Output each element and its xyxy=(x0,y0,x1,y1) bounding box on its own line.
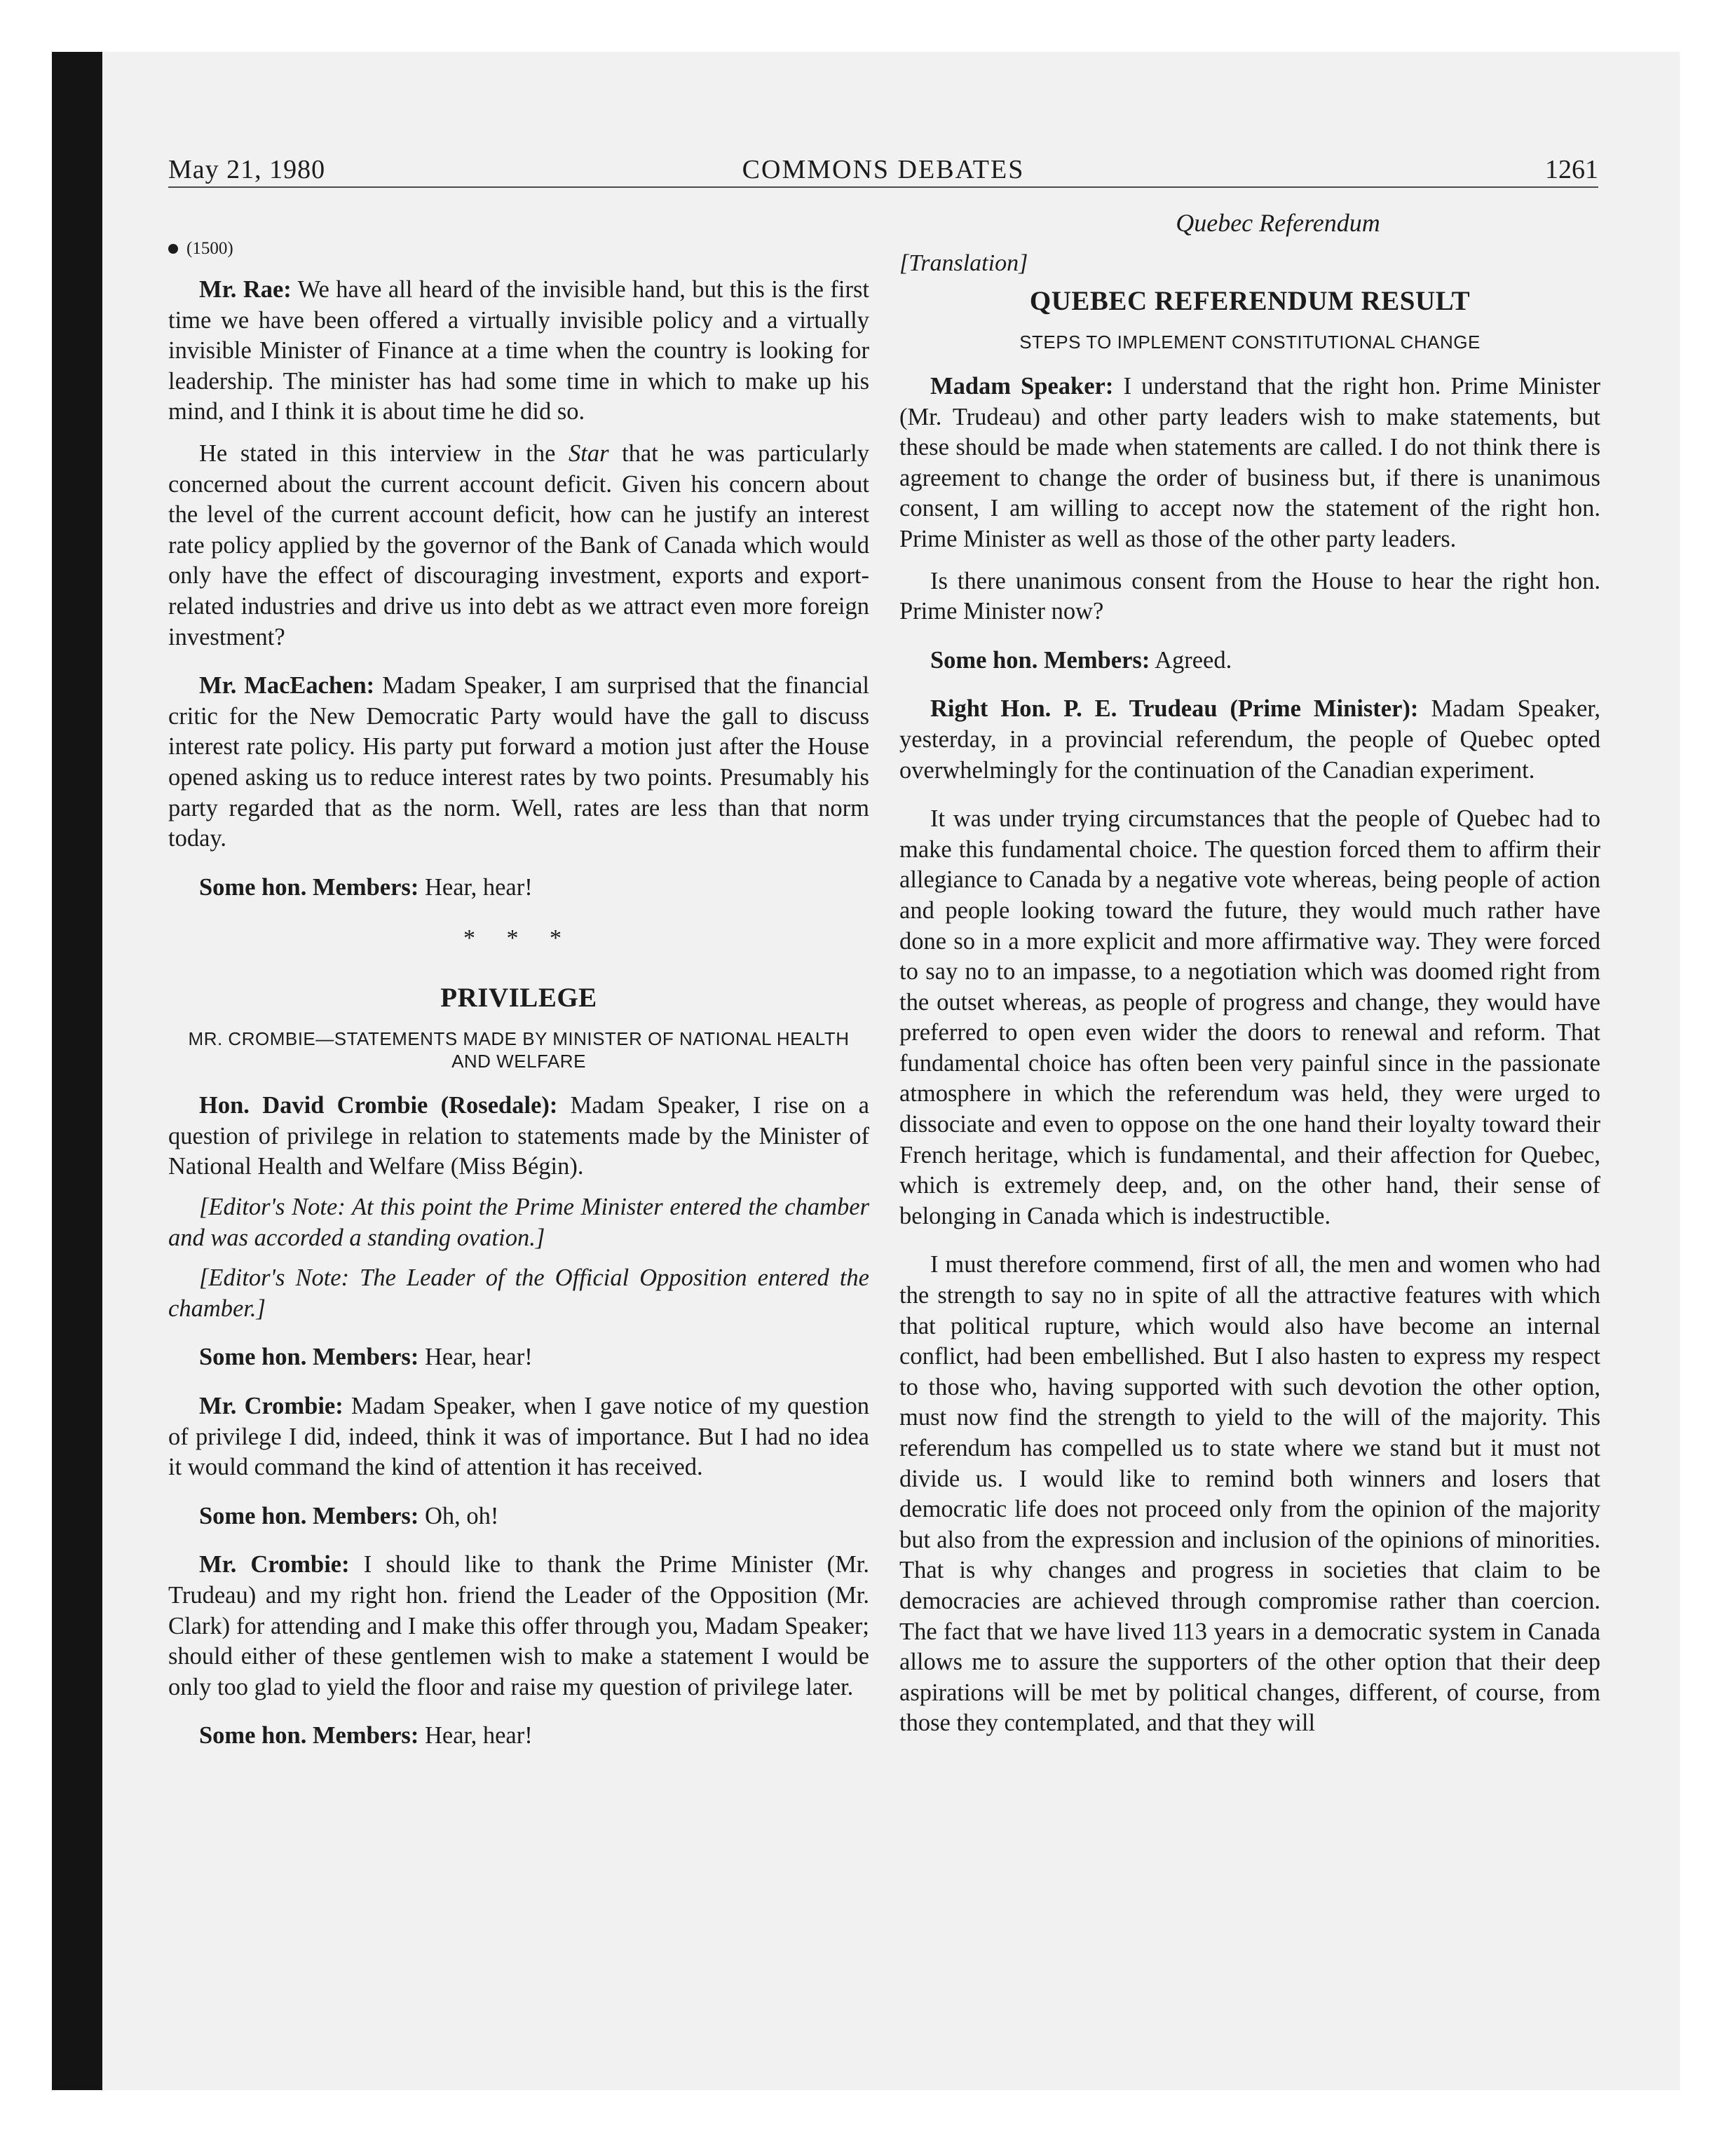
speaker-crombie-1: Hon. David Crombie (Rosedale): xyxy=(199,1092,558,1119)
members-agreed-text: Agreed. xyxy=(1155,646,1232,674)
paragraph-members-agreed xyxy=(899,646,1600,676)
translation-marker: [Translation] xyxy=(899,250,1028,276)
speaker-members-4: Some hon. Members: xyxy=(199,1722,419,1749)
crombie-3-text: I should like to thank the Prime Minister (Mr. Trudeau) and my right hon. friend the Leader of the Opposition (Mr. Clark) for attending and I make this offer through you, Madam Speaker; should either of these gentlemen wish to make a statement I would be only too glad to yield the floor and raise my question of privilege later. xyxy=(168,1551,869,1700)
paragraph-trudeau-2: It was under trying circumstances that the people of Quebec had to make this fundamental choice. The question forced them to affirm their allegiance to Canada by a negative vote whereas, being people of action and people looking toward the future, they would much rather have done so in a more explicit and more affirmative way. They were forced to say no to an impasse, to a negotiation which was doomed right from the outset whereas, as people of progress and change, they would have preferred to open even wider the doors to renewal and reform. That fundamental choice has often been very painful since in the passionate atmosphere in which the referendum was held, they were urged to dissociate and even to oppose on the one hand their loyalty toward their French heritage, which is fundamental, and their affection for Quebec, which is extremely deep, and, on the other hand, their sense of belonging in Canada which is indestructible. xyxy=(899,805,1600,1229)
header-publication: COMMONS DEBATES xyxy=(742,155,1025,184)
speaker-maceachen: Mr. MacEachen: xyxy=(199,672,375,700)
maceachen-text: Madam Speaker, I am surprised that the financial critic for the New Democratic Party would have the gall to discuss interest rate policy. His party put forward a motion just after the House opened asking us to reduce interest rates by two points. Presumably his party regarded that as the norm. Well, rates are less than that norm today. xyxy=(168,672,869,852)
members-3-text: Oh, oh! xyxy=(424,1502,499,1529)
header-rule xyxy=(168,186,1598,188)
speaker-trudeau: Right Hon. P. E. Trudeau (Prime Minister): xyxy=(930,695,1419,723)
left-column xyxy=(168,238,869,1752)
speaker-members-3: Some hon. Members: xyxy=(199,1502,419,1529)
speaker-crombie-2: Mr. Crombie: xyxy=(199,1393,343,1420)
paragraph-trudeau-3: I must therefore commend, first of all, the men and women who had the strength to say no in spite of all the attractive features with which that political rupture, which would also have become an internal conflict, had been embellished. But I also hasten to express my respect to those who, having supported with such devotion the other option, must now find the strength to yield to the will of the majority. This referendum has compelled us to state where we stand but it must not divide us. I would like to remind both winners and losers that democratic life does not proceed only from the opinion of the majority but also from the expression and inclusion of the opinions of minorities. That is why changes and progress in societies that claim to be democracies are achieved through compromise rather than coercion. The fact that we have lived 113 years in a democratic system in Canada allows me to assure the supporters of the other option that their deep aspirations will be met by political changes, different, of course, from those they contemplated, and that they will xyxy=(899,1251,1600,1737)
speaker-members-1: Some hon. Members: xyxy=(199,873,419,901)
heading-quebec-referendum: QUEBEC REFERENDUM RESULT xyxy=(1029,286,1471,316)
section-separator: * * * xyxy=(463,925,574,952)
madam-speaker-text: I understand that the right hon. Prime Minister (Mr. Trudeau) and other party leaders wish to make statements, but these should be made when statements are called. I do not think there is agreement to change the order of business but, if there is unanimous consent, I am willing to accept now the statement of the right hon. Prime Minister as well as those of the other party leaders. xyxy=(899,373,1600,552)
star-newspaper: Star xyxy=(569,439,609,467)
speaker-madam-speaker: Madam Speaker: xyxy=(930,373,1114,400)
running-head: Quebec Referendum xyxy=(1176,209,1380,237)
subheading-constitutional-change: STEPS TO IMPLEMENT CONSTITUTIONAL CHANGE xyxy=(1019,332,1481,353)
rae-text2-a: He stated in this interview in the xyxy=(199,439,556,467)
right-column xyxy=(899,207,1600,1739)
crombie-1-text: Madam Speaker, I rise on a question of privilege in relation to statements made by the Minister of National Health and Welfare (Miss Bégin). xyxy=(168,1092,869,1180)
page-header xyxy=(168,153,1598,189)
paragraph-crombie-3 xyxy=(168,1550,869,1703)
header-date: May 21, 1980 xyxy=(168,155,326,184)
crombie-2-text: Madam Speaker, when I gave notice of my question of privilege I did, indeed, think it was of importance. But I had no idea it would command the kind of attention it has received. xyxy=(168,1393,870,1481)
bullet-icon xyxy=(168,244,178,254)
paragraph-trudeau-1 xyxy=(899,694,1600,786)
editors-note-2-text: [Editor's Note: The Leader of the Official Opposition entered the chamber.] xyxy=(168,1264,869,1322)
binding-edge xyxy=(52,52,102,2090)
header-page-number: 1261 xyxy=(1545,155,1598,184)
paragraph-members-3 xyxy=(168,1501,869,1532)
timestamp xyxy=(168,238,869,259)
paragraph-crombie-2 xyxy=(168,1391,869,1483)
speaker-members-agreed: Some hon. Members: xyxy=(930,646,1150,674)
subheading-crombie: MR. CROMBIE—STATEMENTS MADE BY MINISTER OF NATIONAL HEALTH AND WELFARE xyxy=(188,1028,850,1072)
paragraph-consent-question: Is there unanimous consent from the House to hear the right hon. Prime Minister now? xyxy=(899,567,1600,625)
paragraph-maceachen xyxy=(168,671,869,854)
paragraph-members-4 xyxy=(168,1721,869,1752)
paragraph-crombie-1 xyxy=(168,1091,869,1182)
rae-text2-b: that he was particularly concerned about the current account deficit. Given his concern about the level of the current account deficit, how can he justify an interest rate policy applied by the governor of the Bank of Canada which would only have the effect of discouraging investment, exports and export-related industries and drive us into debt as we attract even more foreign investment? xyxy=(168,439,869,650)
members-4-text: Hear, hear! xyxy=(424,1722,533,1749)
editors-note-2 xyxy=(168,1263,869,1324)
speaker-rae: Mr. Rae: xyxy=(199,276,292,303)
editors-note-1-text: [Editor's Note: At this point the Prime Minister entered the chamber and was accorded a standing ovation.] xyxy=(168,1194,869,1251)
speaker-crombie-3: Mr. Crombie: xyxy=(199,1551,350,1578)
paragraph-rae xyxy=(168,275,869,428)
rae-text: We have all heard of the invisible hand, but this is the first time we have been offered a virtually invisible policy and a virtually invisible Minister of Finance at a time when the country is looking for leadership. The minister has had some time in which to make up his mind, and I think it is about time he did so. xyxy=(168,276,869,425)
members-2-text: Hear, hear! xyxy=(424,1344,533,1371)
members-1-text: Hear, hear! xyxy=(424,873,533,901)
trudeau-text-1: Madam Speaker, yesterday, in a provincial referendum, the people of Quebec opted overwhelmingly for the continuation of the Canadian experiment. xyxy=(899,695,1600,784)
paragraph-members-1 xyxy=(168,873,869,903)
paragraph-rae-2 xyxy=(168,439,869,653)
paragraph-members-2 xyxy=(168,1342,869,1373)
timestamp-text: (1500) xyxy=(186,239,233,258)
speaker-members-2: Some hon. Members: xyxy=(199,1344,419,1371)
heading-privilege: PRIVILEGE xyxy=(440,983,597,1014)
editors-note-1 xyxy=(168,1192,869,1253)
paragraph-madam-speaker xyxy=(899,371,1600,555)
